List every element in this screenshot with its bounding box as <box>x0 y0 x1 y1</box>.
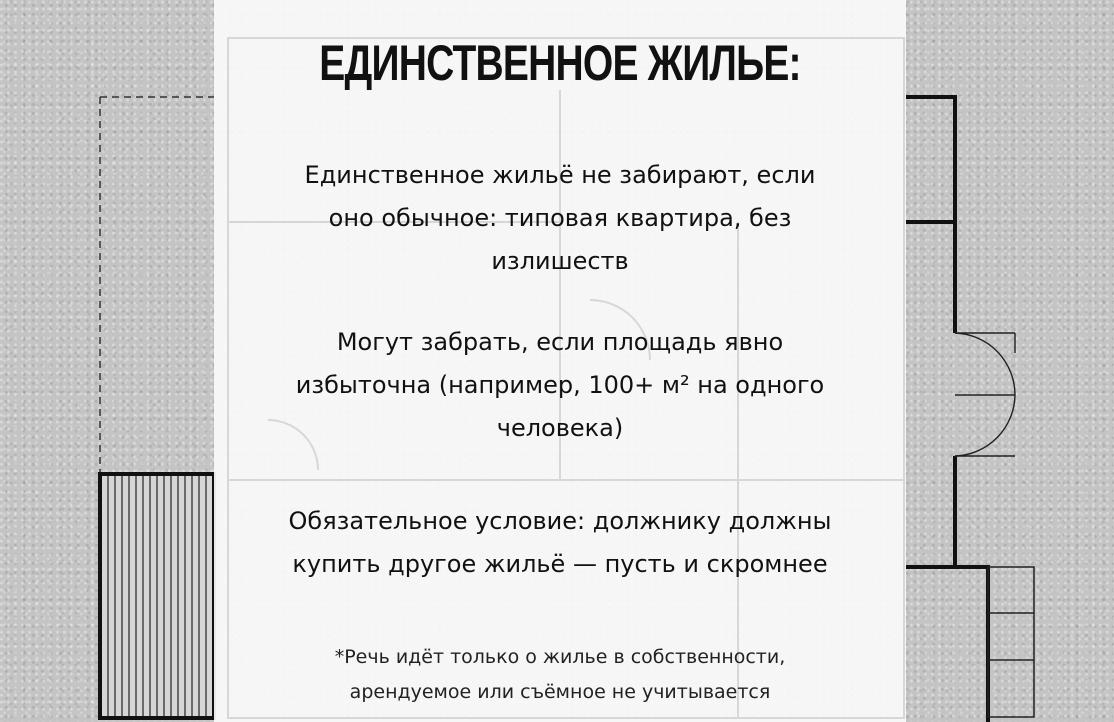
paragraph-mandatory-condition <box>240 500 880 586</box>
paragraph-line: оно обычное: типовая квартира, без <box>328 204 792 232</box>
paragraph-line: купить другое жильё — пусть и скромнее <box>292 550 828 578</box>
paragraph-line: излишеств <box>491 247 629 275</box>
paragraph-line: избыточна (например, 100+ м² на одного <box>295 371 825 399</box>
paragraph-line: Единственное жильё не забирают, если <box>304 161 816 189</box>
footnote <box>240 640 880 710</box>
paragraph-line: человека) <box>496 414 624 442</box>
paragraph-excess-area <box>240 321 880 450</box>
paragraph-line: Могут забрать, если площадь явно <box>336 328 784 356</box>
paragraph-line: Обязательное условие: должнику должны <box>288 507 832 535</box>
footnote-line: *Речь идёт только о жилье в собственности, <box>334 646 786 668</box>
page-title: ЕДИНСТВЕННОЕ ЖИЛЬЕ: <box>319 35 801 91</box>
paragraph-single-housing <box>240 154 880 283</box>
footnote-line: арендуемое или съёмное не учитывается <box>349 681 771 703</box>
